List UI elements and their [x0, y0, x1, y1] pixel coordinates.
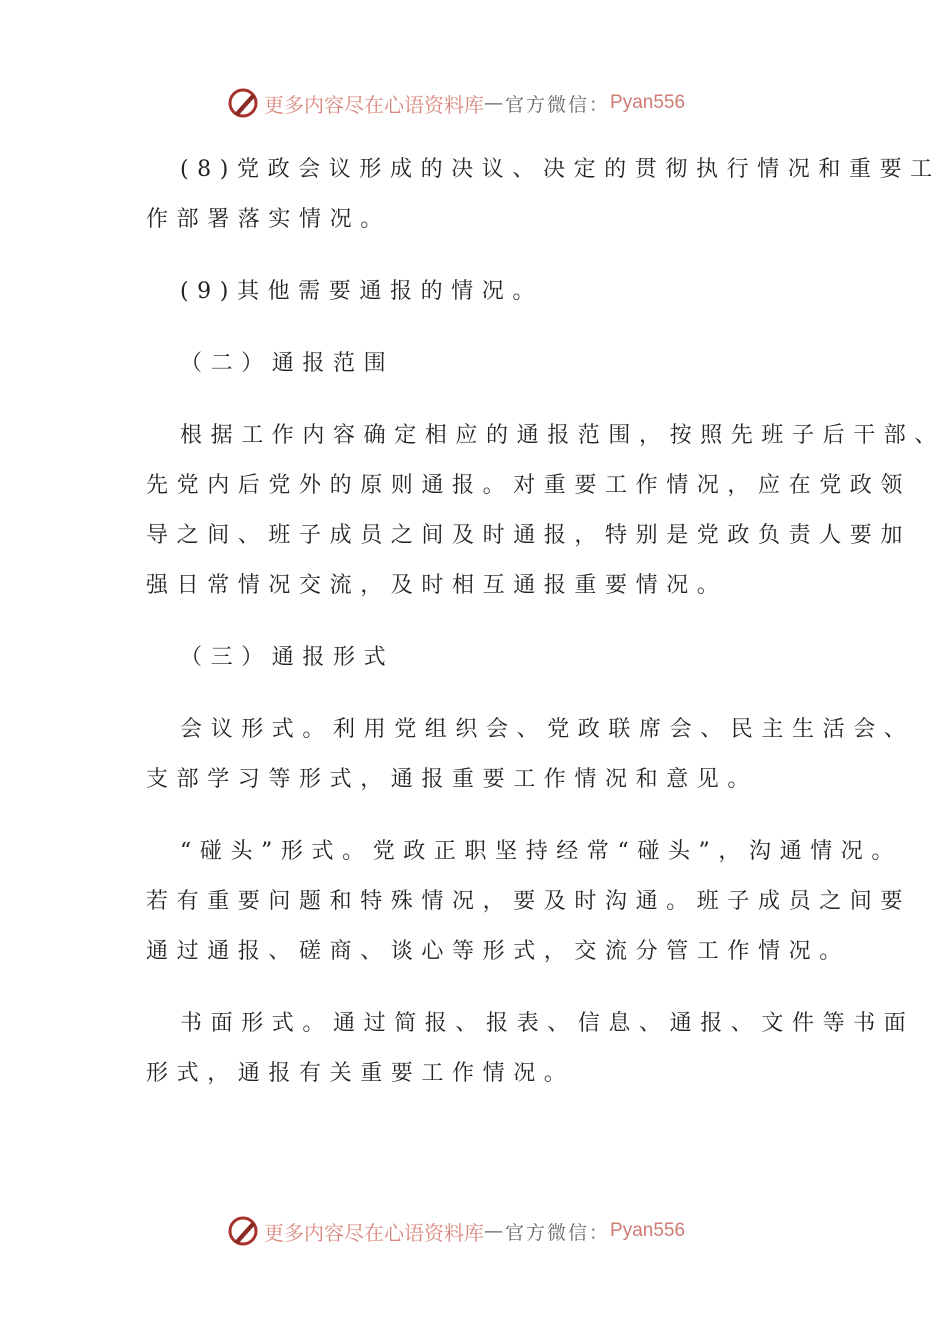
watermark-header: [226, 83, 685, 123]
watermark-footer: [226, 1211, 685, 1251]
dash: —: [484, 1220, 505, 1242]
paragraph-line: 通过通报、磋商、谈心等形式，交流分管工作情况。: [146, 939, 850, 964]
paragraph-line: “碰头”形式。党政正职坚持经常“碰头”，沟通情况。: [180, 839, 902, 864]
wechat-label: 官方微信：: [505, 93, 611, 116]
paragraph-line: 作部署落实情况。: [146, 207, 391, 232]
paragraph-line: 导之间、班子成员之间及时通报，特别是党政负责人要加: [146, 523, 912, 548]
site-name: 更多内容尽在心语资料库: [264, 1220, 484, 1245]
site-name: 更多内容尽在心语资料库: [264, 92, 484, 117]
paragraph-line: 先党内后党外的原则通报。对重要工作情况，应在党政领: [146, 473, 912, 498]
pen-logo-icon: [226, 1214, 260, 1248]
section-heading: （三）通报形式: [180, 645, 395, 670]
wechat-id: Pyan556: [610, 1220, 686, 1241]
paragraph-line: 支部学习等形式，通报重要工作情况和意见。: [146, 767, 759, 792]
paragraph-line: 强日常情况交流，及时相互通报重要情况。: [146, 573, 728, 598]
paragraph-line: 根据工作内容确定相应的通报范围，按照先班子后干部、: [180, 423, 946, 448]
section-heading: （二）通报范围: [180, 351, 395, 376]
paragraph-line: (8)党政会议形成的决议、决定的贯彻执行情况和重要工: [180, 157, 941, 182]
wechat-id: Pyan556: [610, 92, 686, 113]
wechat-label: 官方微信：: [505, 1221, 611, 1244]
paragraph-line: 会议形式。利用党组织会、党政联席会、民主生活会、: [180, 717, 915, 742]
paragraph-line: 若有重要问题和特殊情况，要及时沟通。班子成员之间要: [146, 889, 912, 914]
dash: —: [484, 92, 505, 114]
paragraph-line: 形式，通报有关重要工作情况。: [146, 1061, 575, 1086]
pen-logo-icon: [226, 86, 260, 120]
paragraph-line: 书面形式。通过简报、报表、信息、通报、文件等书面: [180, 1011, 915, 1036]
paragraph-line: (9)其他需要通报的情况。: [180, 279, 543, 304]
